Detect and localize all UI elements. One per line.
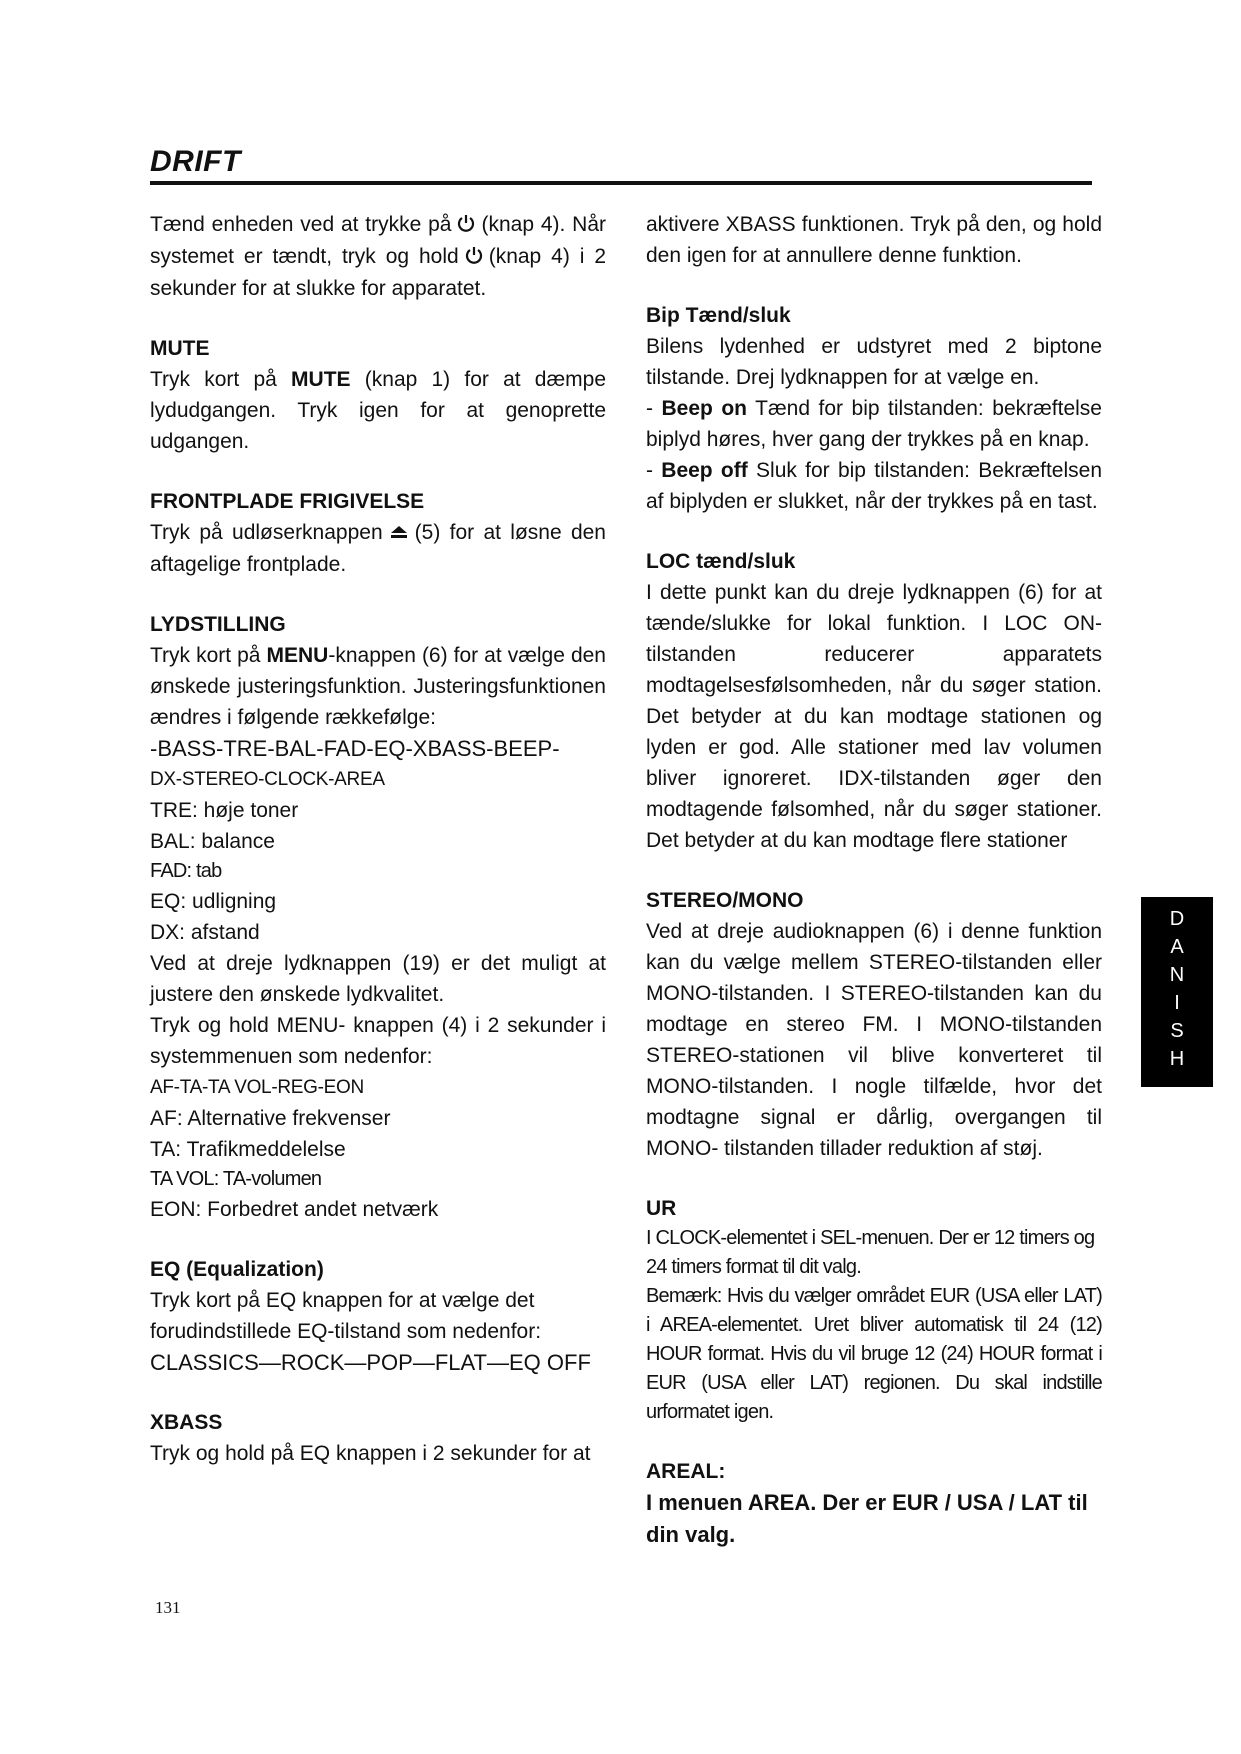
list-item: TA: Trafikmeddelelse	[150, 1137, 346, 1161]
power-icon	[465, 242, 483, 273]
sequence-line: -BASS-TRE-BAL-FAD-EQ-XBASS-BEEP-	[150, 735, 560, 761]
page-title: DRIFT	[150, 145, 241, 178]
list-item: FAD: tab	[150, 859, 222, 882]
eq-sequence: CLASSICS—ROCK—POP—FLAT—EQ OFF	[150, 1349, 591, 1375]
bip-section: Bip Tænd/sluk Bilens lydenhed er udstyret med 2 biptone tilstande. Drej lydknappen for at vælge en. - Beep on Tænd for bip tilstanden: bekræftelse biplyd høres, hver gang der trykkes på en knap. - Beep off Sluk for bip tilstanden: Bekræftelsen af biplyden er slukket, når der trykkes på en tast.	[646, 300, 1102, 517]
mute-section: MUTE Tryk kort på MUTE (knap 1) for at dæmpe lydudgangen. Tryk igen for at genoprette udgangen.	[150, 333, 606, 457]
mute-heading: MUTE	[150, 336, 210, 360]
paragraph: Ved at dreje lydknappen (19) er det muligt at justere den ønskede lydkvalitet.	[150, 951, 606, 1006]
left-column	[150, 209, 606, 1469]
eq-section: EQ (Equalization) Tryk kort på EQ knappen for at vælge det forudindstillede EQ-tilstand som nedenfor: CLASSICS—ROCK—POP—FLAT—EQ OFF	[150, 1254, 606, 1378]
xbass-heading: XBASS	[150, 1410, 223, 1434]
list-item: AF: Alternative frekvenser	[150, 1106, 391, 1130]
intro-paragraph: Tænd enheden ved at trykke på (knap 4). Når systemet er tændt, tryk og hold (knap 4) i 2 sekunder for at slukke for apparatet.	[150, 209, 606, 304]
eject-icon	[389, 518, 409, 549]
list-item: TA VOL: TA-volumen	[150, 1167, 322, 1190]
sequence-line: DX-STEREO-CLOCK-AREA	[150, 768, 385, 790]
power-icon	[457, 210, 475, 241]
list-item: EON: Forbedret andet netværk	[150, 1197, 439, 1221]
list-item: BAL: balance	[150, 829, 275, 853]
areal-heading: AREAL:	[646, 1460, 726, 1483]
bip-heading: Bip Tænd/sluk	[646, 304, 791, 327]
title-rule	[150, 181, 1092, 185]
loc-heading: LOC tænd/sluk	[646, 550, 796, 573]
sequence-line: AF-TA-TA VOL-REG-EON	[150, 1076, 364, 1098]
paragraph: Tryk og hold MENU- knappen (4) i 2 sekunder i systemmenuen som nedenfor:	[150, 1013, 606, 1068]
language-tab: D A N I S H	[1141, 897, 1213, 1087]
xbass-section: XBASS Tryk og hold på EQ knappen i 2 sekunder for at	[150, 1407, 606, 1469]
frontplade-section: FRONTPLADE FRIGIVELSE Tryk på udløserknappen (5) for at løsne den aftagelige frontplade.	[150, 486, 606, 580]
ur-heading: UR	[646, 1197, 677, 1220]
areal-section: AREAL: I menuen AREA. Der er EUR / USA / LAT til din valg.	[646, 1456, 1102, 1551]
list-item: DX: afstand	[150, 920, 260, 944]
xbass-continued: aktivere XBASS funktionen. Tryk på den, og hold den igen for at annullere denne funktion.	[646, 213, 1102, 267]
stereo-heading: STEREO/MONO	[646, 889, 804, 912]
page-number: 131	[155, 1598, 181, 1617]
right-column	[646, 209, 1102, 1551]
loc-section: LOC tænd/sluk I dette punkt kan du dreje lydknappen (6) for at tænde/slukke for lokal funktion. I LOC ON-tilstanden reducerer apparatets modtagelsesfølsomheden, når du søger station. Det betyder at du kan modtage stationen og lyden er god. Alle stationer med lav volumen bliver ignoreret. IDX-tilstanden øger den modtagende følsomhed, når du søger stationer. Det betyder at du kan modtage flere stationer	[646, 546, 1102, 856]
frontplade-heading: FRONTPLADE FRIGIVELSE	[150, 489, 425, 513]
lydstilling-heading: LYDSTILLING	[150, 612, 286, 636]
ur-section: UR I CLOCK-elementet i SEL-menuen. Der er 12 timers og 24 timers format til dit valg. Bemærk: Hvis du vælger området EUR (USA eller LAT) i AREA-elementet. Uret bliver automatisk til 24 (12) HOUR format. Hvis du vil bruge 12 (24) HOUR format i EUR (USA eller LAT) regionen. Du skal indstille urformatet igen.	[646, 1193, 1102, 1427]
stereo-section: STEREO/MONO Ved at dreje audioknappen (6) i denne funktion kan du vælge mellem STEREO-tilstanden eller MONO-tilstanden. I STEREO-tilstanden kan du modtage en stereo FM. I MONO-tilstanden STEREO-stationen vil blive konverteret til MONO-tilstanden. I nogle tilfælde, hvor det modtagne signal er dårlig, overgangen til MONO- tilstanden tillader reduktion af støj.	[646, 885, 1102, 1164]
lydstilling-section: LYDSTILLING Tryk kort på MENU-knappen (6) for at vælge den ønskede justeringsfunktion. Justeringsfunktionen ændres i følgende rækkefølge:	[150, 609, 606, 733]
eq-heading: EQ (Equalization)	[150, 1257, 324, 1281]
list-item: TRE: høje toner	[150, 798, 299, 822]
list-item: EQ: udligning	[150, 889, 277, 913]
